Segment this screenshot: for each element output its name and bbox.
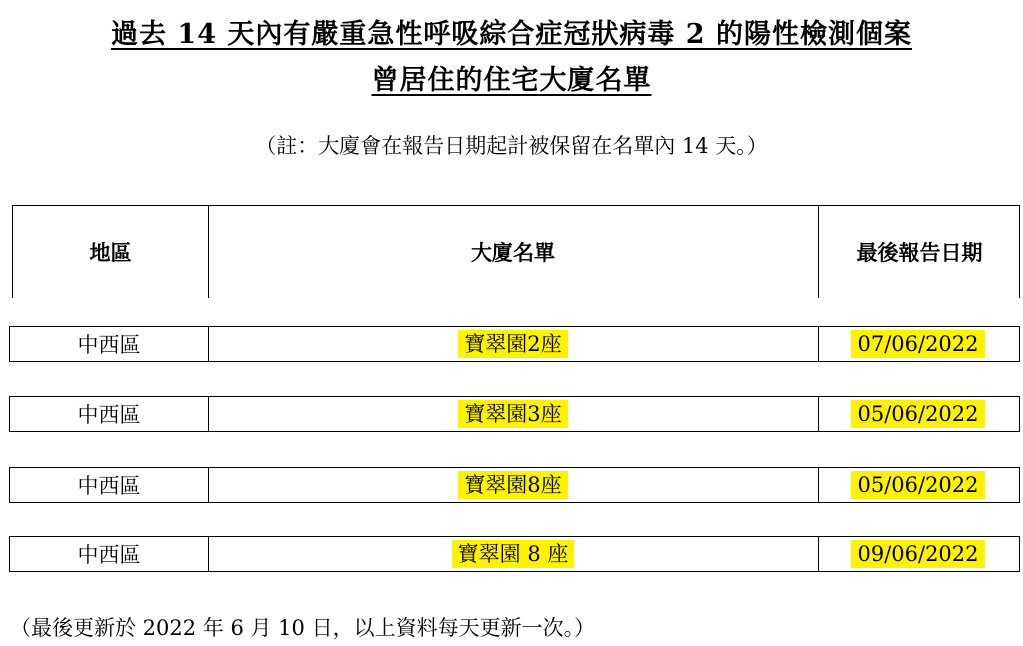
building-cell — [208, 468, 818, 502]
date-cell — [818, 327, 1018, 361]
page-title-line1: 過去 14 天內有嚴重急性呼吸綜合症冠狀病毒 2 的陽性檢測個案 — [111, 19, 912, 50]
date-cell — [818, 537, 1018, 571]
report-date: 05/06/2022 — [851, 471, 984, 499]
report-date: 05/06/2022 — [851, 400, 984, 428]
note-text: （註：大廈會在報告日期起計被保留在名單內 14 天。） — [255, 134, 768, 158]
building-cell — [208, 397, 818, 431]
table-row — [9, 326, 1020, 362]
table-row — [9, 536, 1020, 572]
table-row — [9, 396, 1020, 432]
building-name: 寶翠園 8 座 — [452, 540, 575, 568]
report-date: 09/06/2022 — [851, 540, 984, 568]
header-building: 大廈名單 — [471, 240, 555, 265]
district-cell: 中西區 — [77, 543, 141, 567]
building-name: 寶翠園8座 — [458, 471, 567, 499]
header-date: 最後報告日期 — [856, 240, 983, 265]
footer-text: （最後更新於 2022 年 6 月 10 日，以上資料每天更新一次。） — [10, 616, 596, 640]
district-cell: 中西區 — [77, 403, 141, 427]
date-cell — [818, 468, 1018, 502]
district-cell: 中西區 — [77, 333, 141, 357]
building-name: 寶翠園2座 — [458, 330, 567, 358]
header-district: 地區 — [89, 240, 132, 265]
district-cell: 中西區 — [77, 474, 141, 498]
building-cell — [208, 537, 818, 571]
building-cell — [208, 327, 818, 361]
page-title-line2: 曾居住的住宅大廈名單 — [371, 65, 652, 96]
building-name: 寶翠園3座 — [458, 400, 567, 428]
report-date: 07/06/2022 — [851, 330, 984, 358]
table-row — [9, 467, 1020, 503]
date-cell — [818, 397, 1018, 431]
table-header — [12, 205, 1020, 298]
